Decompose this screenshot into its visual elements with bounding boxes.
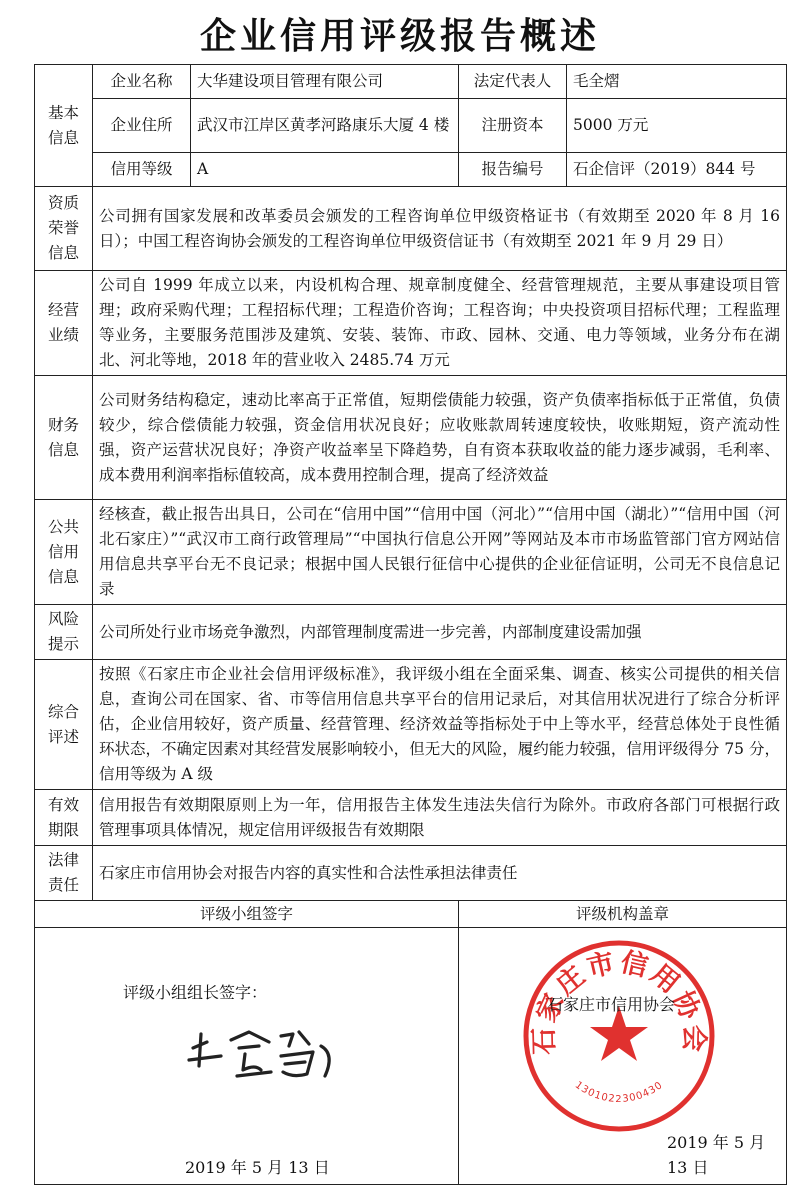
public-credit-text: 经核查，截止报告出具日，公司在“信用中国”“信用中国（河北）”“信用中国（湖北）”“信用中国（河北石家庄）”“武汉市工商行政管理局”“中国执行信息公开网”等网站及本市市场监管部门官方网站信用信息共享平台无不良记录；根据中国人民银行征信中心提供的企业征信证明，公司无不良信息记录	[93, 500, 787, 605]
legal-section-label: 法律 责任	[35, 846, 93, 901]
legal-rep-value: 毛全熠	[567, 65, 787, 99]
agency-seal-area	[459, 928, 787, 1185]
signature-date: 2019 年 5 月 13 日	[185, 1158, 330, 1177]
credit-report-table	[34, 64, 787, 1185]
performance-section-label: 经营 业绩	[35, 271, 93, 376]
validity-text: 信用报告有效期限原则上为一年，信用报告主体发生违法失信行为除外。市政府各部门可根据行政管理事项具体情况，规定信用评级报告有效期限	[93, 790, 787, 846]
seal-arc-text: 石家庄市信用协会	[528, 946, 710, 1056]
rating-team-signature-area	[35, 928, 459, 1185]
official-seal-stamp	[519, 936, 719, 1136]
capital-value: 5000 万元	[567, 99, 787, 153]
team-leader-signature-label: 评级小组组长签字：	[123, 983, 268, 1002]
financial-section-label: 财务 信息	[35, 376, 93, 500]
company-name-label: 企业名称	[93, 65, 191, 99]
seal-date: 2019 年 5 月 13 日	[667, 1133, 766, 1177]
public-credit-section-label: 公共 信用 信息	[35, 500, 93, 605]
qualification-text: 公司拥有国家发展和改革委员会颁发的工程咨询单位甲级资格证书（有效期至 2020 年 8 月 16 日）；中国工程咨询协会颁发的工程咨询单位甲级资信证书（有效期至 2021 年 9 月 29 日）	[93, 187, 787, 271]
review-text: 按照《石家庄市企业社会信用评级标准》，我评级小组在全面采集、调查、核实公司提供的相关信息，查询公司在国家、省、市等信用信息共享平台的信用记录后，对其信用状况进行了综合分析评估，企业信用较好，资产质量、经营管理、经济效益等指标处于中上等水平，经营总体处于良性循环状态，不确定因素对其经营发展影响较小，但无大的风险，履约能力较强，信用评级得分 75 分，信用等级为 A 级	[93, 660, 787, 790]
legal-rep-label: 法定代表人	[459, 65, 567, 99]
performance-text: 公司自 1999 年成立以来，内设机构合理、规章制度健全、经营管理规范，主要从事建设项目管理；政府采购代理；工程招标代理；工程造价咨询；工程咨询；中央投资项目招标代理；工程监理等业务，主要服务范围涉及建筑、安装、装饰、市政、园林、交通、电力等领域，业务分布在湖北、河北等地，2018 年的营业收入 2485.74 万元	[93, 271, 787, 376]
address-label: 企业住所	[93, 99, 191, 153]
legal-text: 石家庄市信用协会对报告内容的真实性和合法性承担法律责任	[93, 846, 787, 901]
report-number-value: 石企信评（2019）844 号	[567, 153, 787, 187]
address-value: 武汉市江岸区黄孝河路康乐大厦 4 楼	[191, 99, 459, 153]
handwritten-signature	[185, 1026, 345, 1090]
credit-level-label: 信用等级	[93, 153, 191, 187]
risk-section-label: 风险 提示	[35, 605, 93, 660]
risk-text: 公司所处行业市场竞争激烈，内部管理制度需进一步完善，内部制度建设需加强	[93, 605, 787, 660]
qualification-section-label: 资质 荣誉 信息	[35, 187, 93, 271]
svg-text:1301022300430	[573, 1080, 666, 1105]
basic-info-section-label: 基本 信息	[35, 65, 93, 187]
report-number-label: 报告编号	[459, 153, 567, 187]
credit-level-value: A	[191, 153, 459, 187]
validity-section-label: 有效 期限	[35, 790, 93, 846]
review-section-label: 综合 评述	[35, 660, 93, 790]
seal-number: 1301022300430	[572, 1079, 666, 1105]
document-title: 企业信用评级报告概述	[199, 16, 600, 57]
financial-text: 公司财务结构稳定，速动比率高于正常值，短期偿债能力较强，资产负债率指标低于正常值，负债较少，综合偿债能力较强，资金信用状况良好；应收账款周转速度较快，收账期短，资产流动性强，资产运营状况良好；净资产收益率呈下降趋势，自有资本获取收益的能力逐步减弱，毛利率、成本费用利润率指标值较高，成本费用控制合理，提高了经济效益	[93, 376, 787, 500]
capital-label: 注册资本	[459, 99, 567, 153]
company-name-value: 大华建设项目管理有限公司	[191, 65, 459, 99]
agency-seal-header: 评级机构盖章	[459, 901, 787, 928]
rating-team-signature-header: 评级小组签字	[35, 901, 459, 928]
agency-name: 石家庄市信用协会	[547, 995, 676, 1014]
